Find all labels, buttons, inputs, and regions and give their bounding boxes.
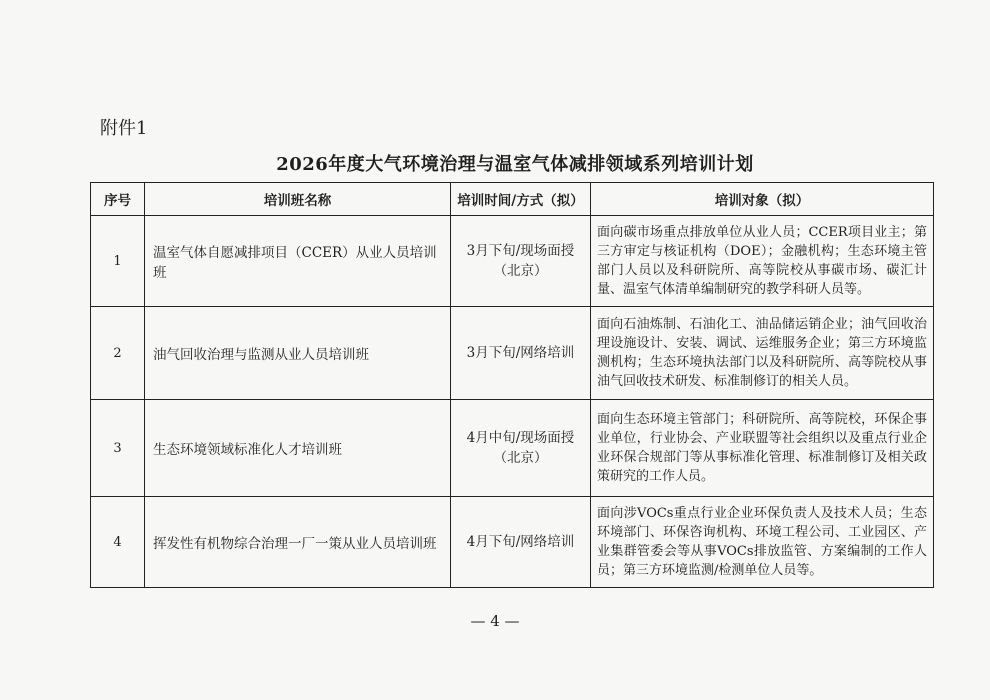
target-audience: 面向石油炼制、石油化工、油品储运销企业；油气回收治理设施设计、安装、调试、运维服务企业；第三方环境监测机构；生态环境执法部门以及科研院所、高等院校从事油气回收技术研发、标准制修订的相关人员。 [591,307,934,400]
header-course-name: 培训班名称 [145,183,451,216]
time-method [451,400,591,497]
time-location-line: （北京） [493,263,548,279]
header-serial-number: 序号 [91,183,145,216]
table-row [91,216,934,307]
attachment-label: 附件1 [100,118,148,139]
time-method [451,216,591,307]
time-method-line: 3月下旬/现场面授 [466,243,575,259]
time-method-line: 3月下旬/网络培训 [466,345,575,361]
target-audience: 面向生态环境主管部门；科研院所、高等院校，环保企事业单位，行业协会、产业联盟等社会组织以及重点行业企业环保合规部门等从事标准化管理、标准制修订及相关政策研究的工作人员。 [591,400,934,497]
row-number: 3 [91,400,145,497]
row-number: 4 [91,497,145,588]
table-header-row [91,183,934,216]
target-audience: 面向涉VOCs重点行业企业环保负责人及技术人员；生态环境部门、环保咨询机构、环境工程公司、工业园区、产业集群管委会等从事VOCs排放监管、方案编制的工作人员；第三方环境监测/检测单位人员等。 [591,497,934,588]
table-row [91,307,934,400]
table-row [91,497,934,588]
row-number: 2 [91,307,145,400]
course-name: 生态环境领域标准化人才培训班 [145,400,451,497]
page-number: — 4 — [470,612,520,630]
document-title: 2026年度大气环境治理与温室气体减排领域系列培训计划 [276,154,754,175]
course-name: 温室气体自愿减排项目（CCER）从业人员培训班 [145,216,451,307]
time-method [451,497,591,588]
table-row [91,400,934,497]
training-plan-table [90,182,934,588]
row-number: 1 [91,216,145,307]
target-audience: 面向碳市场重点排放单位从业人员；CCER项目业主；第三方审定与核证机构（DOE）；金融机构；生态环境主管部门人员以及科研院所、高等院校从事碳市场、碳汇计量、温室气体清单编制研究的教学科研人员等。 [591,216,934,307]
header-time-method: 培训时间/方式（拟） [451,183,591,216]
course-name: 挥发性有机物综合治理一厂一策从业人员培训班 [145,497,451,588]
course-name: 油气回收治理与监测从业人员培训班 [145,307,451,400]
header-target-audience: 培训对象（拟） [591,183,934,216]
time-method-line: 4月中旬/现场面授 [466,430,575,446]
time-method-line: 4月下旬/网络培训 [466,534,575,550]
time-location-line: （北京） [493,450,548,466]
time-method [451,307,591,400]
